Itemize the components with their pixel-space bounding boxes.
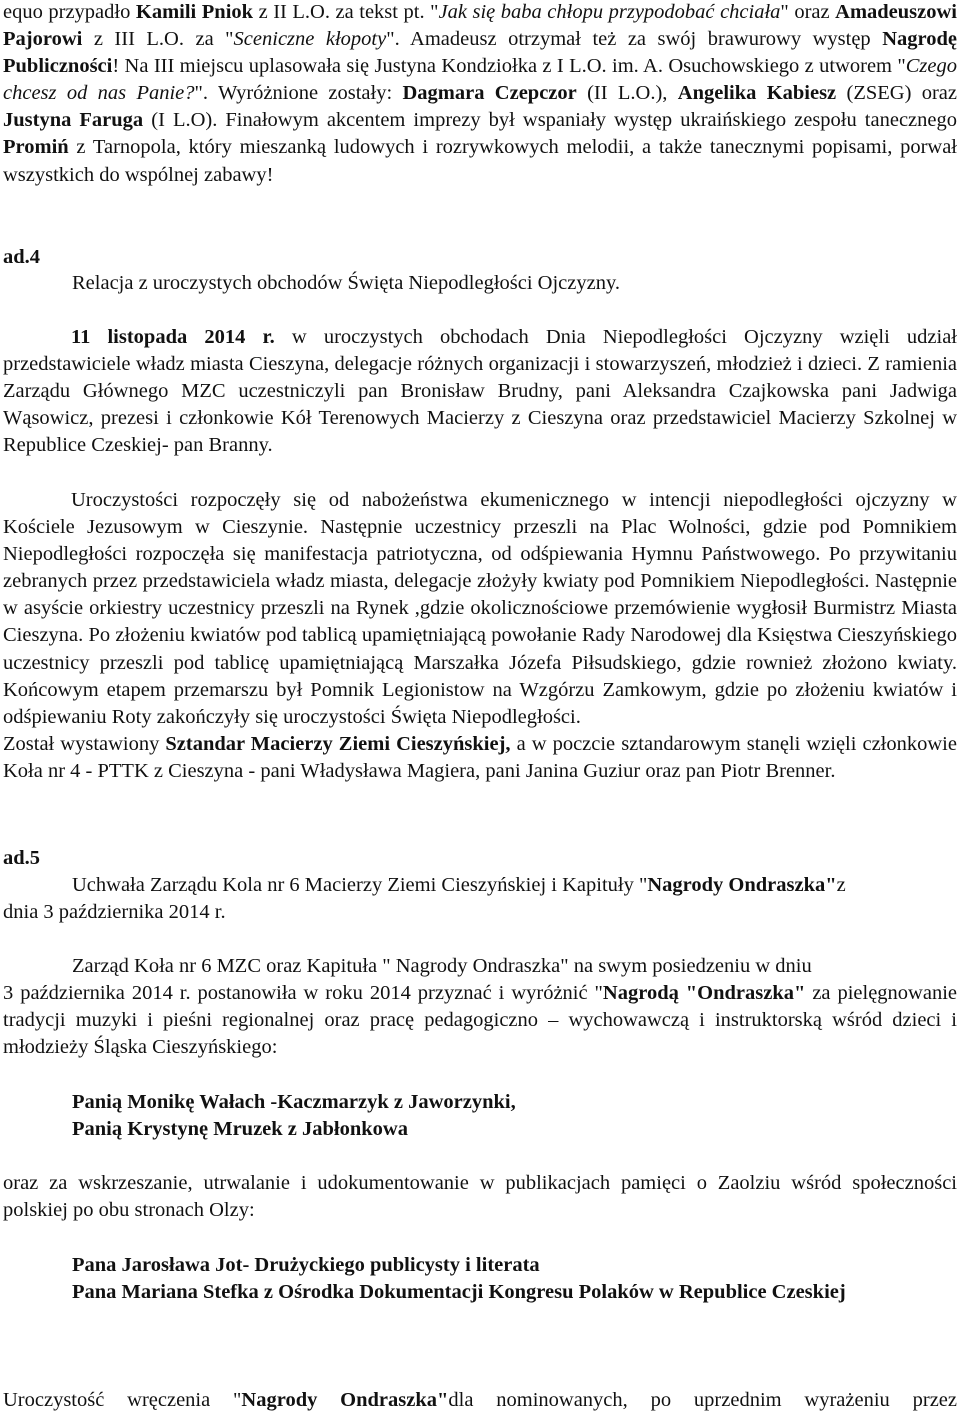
ad5-paragraph-2: oraz za wskrzeszanie, utrwalanie i udokumentowanie w publikacjach pamięci o Zaolziu wśród społeczności polskiej po obu stronach Olzy:: [3, 1172, 957, 1222]
work-title: Jak się baba chłopu przypodobać chciała: [438, 1, 781, 23]
award-name: Nagrodą "Ondraszka": [602, 982, 806, 1004]
awardee-3: Pana Jarosława Jot- Drużyckiego publicysty i literata: [72, 1254, 540, 1276]
winner-name: Kamili Pniok: [135, 1, 254, 23]
ad4-paragraph-2: Uroczystości rozpoczęły się od nabożeństwa ekumenicznego w intencji niepodległości ojczyzny w Kościele Jezusowym w Cieszynie. Następnie uczestnicy przeszli na Plac Wolności, gdzie pod Pomnikiem Niepodległości rozpoczęła się manifestacja patriotyczna, od odśpiewania Hymnu Państwowego. Po przywitaniu zebranych przez przedstawiciela władz miasta, delegacje złożyły kwiaty pod Pomnikiem Niepodległości. Następnie w asyście orkiestry uczestnicy przeszli na Rynek ,gdzie okolicznościowe przemówienie wygłosił Burmistrz Miasta Cieszyna. Po złożeniu kwiatów pod tablicą upamiętniającą powołanie Rady Narodowej dla Księstwa Cieszyńskiego uczestnicy przeszli pod tablicę upamiętniającą Marszałka Józefa Piłsudskiego, gdzie rownież złożono kwiaty. Końcowym etapem przemarszu był Pomnik Legionistow na Wzgórzu Zamkowym, gdzie po złożeniu kwiatów i odśpiewaniu Roty zakończyły się uroczystości Święta Niepodległości.: [3, 489, 957, 728]
distinguished-name: Justyna Faruga: [3, 109, 144, 132]
awardee-4: Pana Mariana Stefka z Ośrodka Dokumentacji Kongresu Polaków w Republice Czeskiej: [72, 1281, 846, 1303]
section-title-ad4: Relacja z uroczystych obchodów Święta Niepodległości Ojczyzny.: [72, 272, 621, 294]
banner-name: Sztandar Macierzy Ziemi Cieszyńskiej,: [165, 733, 511, 755]
section-heading-ad5: ad.5: [3, 847, 41, 869]
section-title-ad5: Uchwała Zarządu Kola nr 6 Macierzy Ziemi Cieszyńskiej i Kapituły "Nagrody Ondraszka"z: [72, 874, 846, 896]
work-title: Czego chcesz od nas Panie?: [3, 55, 957, 105]
competition-results-paragraph: equo przypadło Kamili Pniok z II L.O. za tekst pt. "Jak się baba chłopu przypodobać chciała" oraz Amadeuszowi Pajorowi z III L.O. za "Sceniczne kłopoty". Amadeusz otrzymał też za swój brawurowy występ Nagrodę Publiczności! Na III miejscu uplasowała się Justyna Kondziołka z I L.O. im. A. Osuchowskiego z utworem "Czego chcesz od nas Panie?". Wyróżnione zostały: Dagmara Czepczor (II L.O.), Angelika Kabiesz (ZSEG) oraz Justyna Faruga (I L.O). Finałowym akcentem imprezy był wspaniały występ ukraińskiego zespołu tanecznego Promiń z Tarnopola, który mieszanką ludowych i rozrywkowych melodii, a także tanecznymi popisami, porwał wszystkich do wspólnej zabawy!: [3, 1, 958, 186]
section-heading-ad4: ad.4: [3, 246, 41, 268]
audience-award: Nagrodę Publiczności: [3, 28, 957, 78]
award-name: Nagrody Ondraszka": [647, 874, 837, 896]
section-date-ad5: dnia 3 października 2014 r.: [3, 901, 226, 923]
awardee-2: Panią Krystynę Mruzek z Jabłonkowa: [72, 1118, 408, 1140]
ad4-paragraph-3: Został wystawiony Sztandar Macierzy Ziemi Cieszyńskiej, a w poczcie sztandarowym stanęli wzięli członkowie Koła nr 4 - PTTK z Cieszyna - pani Władysława Magiera, pani Janina Guziur oraz pan Piotr Brenner.: [3, 733, 957, 783]
ad5-paragraph-1: 3 października 2014 r. postanowiła w roku 2014 przyznać i wyróżnić "Nagrodą "Ondraszka" za pielęgnowanie tradycji muzyki i pieśni regionalnej oraz pracę pedagogiczno – wychowawczą i instruktorską wśród dzieci i młodzieży Śląska Cieszyńskiego:: [3, 982, 957, 1059]
awardee-1: Panią Monikę Wałach -Kaczmarzyk z Jaworzynki,: [72, 1091, 516, 1113]
award-name: Nagrody Ondraszka": [241, 1389, 449, 1411]
event-date: 11 listopada 2014 r.: [71, 326, 275, 348]
ensemble-name: Promiń: [3, 136, 69, 159]
distinguished-name: Dagmara Czepczor: [402, 82, 577, 105]
ad4-paragraph-1: 11 listopada 2014 r. w uroczystych obchodach Dnia Niepodległości Ojczyzny wzięli udział przedstawiciele władz miasta Cieszyna, delegacje różnych organizacji i stowarzyszeń, młodzież i dzieci. Z ramienia Zarządu Głównego MZC uczestniczyli pan Bronisław Brudny, pani Aleksandra Czajkowska pani Jadwiga Wąsowicz, prezesi i członkowie Kół Terenowych Macierzy z Cieszyna oraz przedstawiciel Macierzy Szkolnej w Republice Czeskiej- pan Branny.: [3, 326, 957, 457]
winner-name: Amadeuszowi Pajorowi: [3, 1, 957, 51]
ad5-paragraph-1-first-line: Zarząd Koła nr 6 MZC oraz Kapituła " Nagrody Ondraszka" na swym posiedzeniu w dniu: [72, 955, 812, 977]
distinguished-name: Angelika Kabiesz: [677, 82, 837, 105]
ad5-paragraph-3: Uroczystość wręczenia "Nagrody Ondraszka"dla nominowanych, po uprzednim wyrażeniu przez: [3, 1389, 957, 1411]
work-title: Sceniczne kłopoty: [233, 28, 387, 51]
